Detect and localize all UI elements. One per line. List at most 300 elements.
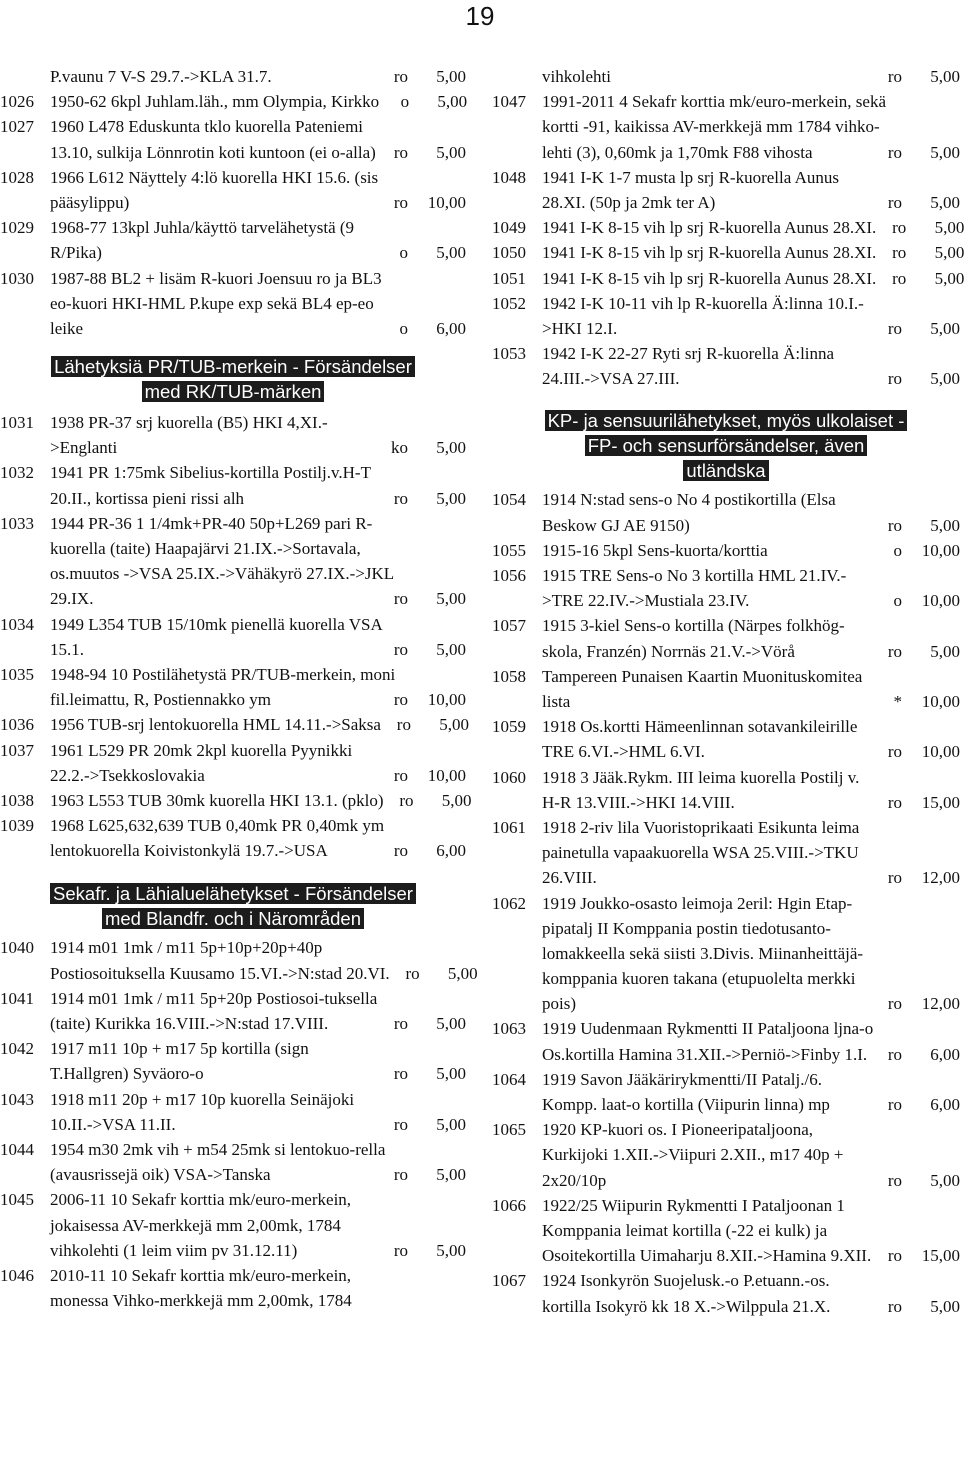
price-amount: 5,00 xyxy=(930,142,960,162)
lot-description xyxy=(542,266,964,291)
price-amount: 6,00 xyxy=(436,841,466,861)
lot-number: 1067 xyxy=(492,1271,526,1291)
lot-line xyxy=(50,586,466,611)
price-amount: 5,00 xyxy=(934,268,964,288)
lot-line xyxy=(542,966,960,991)
section-heading-text: utländska xyxy=(683,460,768,481)
lot-line-text: >HKI 12.I. xyxy=(542,318,618,338)
lot-number: 1039 xyxy=(0,816,34,836)
lot-description xyxy=(50,935,478,985)
lot-line xyxy=(50,612,466,637)
lot-price xyxy=(379,89,467,114)
lot-entry xyxy=(492,563,960,613)
lot-line-text: 1915-16 5kpl Sens-kuorta/korttia xyxy=(542,540,768,560)
price-amount xyxy=(408,1288,466,1313)
condition-code: ro xyxy=(393,639,408,659)
section-heading-text: Sekafr. ja Lähialuelähetykset - Försändelser xyxy=(50,883,416,904)
lot-line xyxy=(50,316,466,341)
lot-number: 1058 xyxy=(492,666,526,686)
lot-number: 1043 xyxy=(0,1089,34,1109)
lot-description xyxy=(50,215,466,265)
lot-number: 1032 xyxy=(0,463,34,483)
lot-line-text: lentokuorella Koivistonkylä 19.7.->USA xyxy=(50,841,328,861)
lot-price xyxy=(378,486,466,511)
lot-line-text: 1941 I-K 8-15 vih lp srj R-kuorella Aunus 28.XI. xyxy=(542,243,877,263)
lot-line-text: 1941 I-K 1-7 musta lp srj R-kuorella Aunus xyxy=(542,167,839,187)
lot-number: 1028 xyxy=(0,167,34,187)
lot-line xyxy=(50,687,466,712)
lot-line xyxy=(50,460,466,485)
lot-number: 1066 xyxy=(492,1195,526,1215)
price-amount: 5,00 xyxy=(934,243,964,263)
lot-line-text: 1914 N:stad sens-o No 4 postikortilla (Elsa xyxy=(542,490,836,510)
lot-price xyxy=(872,190,960,215)
lot-entry xyxy=(0,935,478,985)
lot-price xyxy=(378,763,466,788)
lot-price xyxy=(872,1243,960,1268)
lot-entry xyxy=(492,1117,960,1193)
lot-entry xyxy=(492,487,960,537)
lot-number: 1065 xyxy=(492,1120,526,1140)
lot-description xyxy=(542,664,960,714)
lot-line-text: monessa Vihko-merkkejä mm 2,00mk, 1784 xyxy=(50,1291,352,1311)
lot-line-text: kuorella (taite) Haapajärvi 21.IX.->Sortavala, xyxy=(50,539,361,559)
section-heading-line xyxy=(492,458,960,483)
lot-number: 1041 xyxy=(0,988,34,1008)
lot-number: 1057 xyxy=(492,616,526,636)
condition-code: ro xyxy=(393,589,408,609)
lot-number: 1030 xyxy=(0,268,34,288)
lot-line-text: Komppania leimat kortilla (-22 ei kulk) ja xyxy=(542,1220,828,1240)
section-heading-kp-sensuuri xyxy=(492,408,960,483)
lot-list xyxy=(0,935,478,1313)
lot-line xyxy=(50,190,466,215)
lot-line-text: Kompp. laat-o kortilla (Viipurin linna) mp xyxy=(542,1095,830,1114)
lot-line-text: 1915 3-kiel Sens-o kortilla (Närpes folkhög- xyxy=(542,616,845,636)
lot-line-text: 1963 L553 TUB 30mk kuorella HKI 13.1. (pklo) xyxy=(50,790,384,810)
price-amount: 6,00 xyxy=(436,318,466,338)
condition-code: ro xyxy=(396,715,411,735)
lot-line xyxy=(542,1042,960,1067)
lot-price xyxy=(872,316,960,341)
lot-number: 1056 xyxy=(492,566,526,586)
lot-line-text: 13.10, sulkija Lönnrotin koti kuntoon (ei o-alla) xyxy=(50,142,376,162)
lot-entry xyxy=(492,765,960,815)
section-heading-sekafr xyxy=(0,881,466,931)
lot-number: 1044 xyxy=(0,1139,34,1159)
lot-line xyxy=(50,1137,466,1162)
price-amount: 12,00 xyxy=(921,994,960,1014)
lot-line-text: 1968 L625,632,639 TUB 0,40mk PR 0,40mk ym xyxy=(50,816,385,836)
lot-line xyxy=(50,935,478,960)
lot-line-text: (avausrissejä oik) VSA->Tanska xyxy=(50,1165,271,1185)
lot-list xyxy=(0,64,466,341)
price-amount: 5,00 xyxy=(437,92,468,112)
lot-entry xyxy=(492,714,960,764)
section-heading-line xyxy=(0,354,466,379)
condition-code: ro xyxy=(887,318,902,338)
lot-entry xyxy=(0,712,469,737)
lot-line-text: jokaisessa AV-merkkejä mm 2,00mk, 1784 xyxy=(50,1215,341,1235)
lot-line-text: Kurkijoki 1.XII.->Viipuri 2.XII., m17 40p + xyxy=(542,1145,844,1165)
price-amount: 5,00 xyxy=(934,218,964,238)
lot-entry xyxy=(492,1193,960,1269)
lot-line xyxy=(50,89,467,114)
lot-entry xyxy=(492,215,964,240)
lot-line xyxy=(542,1243,960,1268)
lot-number: 1038 xyxy=(0,790,34,810)
lot-entry xyxy=(492,89,960,165)
section-heading-line xyxy=(492,433,960,458)
lot-price xyxy=(378,435,466,460)
lot-line-text: vihkolehti xyxy=(542,67,611,86)
lot-line-text: lomakkeella sekä siisti 3.Divis. Miinanheittäjä- xyxy=(542,943,864,963)
lot-line-text: 1944 PR-36 1 1/4mk+PR-40 50p+L269 pari R- xyxy=(50,513,373,533)
lot-number xyxy=(0,64,50,89)
condition-code: ro xyxy=(393,1165,408,1185)
lot-description xyxy=(50,662,466,712)
lot-line xyxy=(50,788,472,813)
lot-line-text: skola, Franzén) Norrnäs 21.V.->Vörå xyxy=(542,641,795,661)
lot-description xyxy=(542,165,960,215)
lot-price xyxy=(872,739,960,764)
lot-number: 1031 xyxy=(0,413,34,433)
lot-description xyxy=(50,813,466,863)
lot-entry xyxy=(492,341,960,391)
price-amount: 5,00 xyxy=(436,438,466,458)
lot-description xyxy=(542,1268,960,1318)
lot-price xyxy=(378,637,466,662)
condition-code: ro xyxy=(892,243,907,263)
condition-code: o xyxy=(400,92,410,112)
lot-line-text: Postiosoituksella Kuusamo 15.VI.->N:stad 20.VI. xyxy=(50,963,390,983)
lot-description xyxy=(542,563,960,613)
lot-line xyxy=(50,712,469,737)
lot-price xyxy=(872,64,960,89)
lot-entry xyxy=(0,1036,466,1086)
lot-line-text: H-R 13.VIII.->HKI 14.VIII. xyxy=(542,792,735,812)
lot-entry xyxy=(492,240,964,265)
lot-line xyxy=(542,64,960,89)
lot-line-text: painetulla vapaakuorella WSA 25.VIII.->TKU xyxy=(542,843,859,863)
condition-code: ro xyxy=(887,1095,902,1114)
lot-price xyxy=(378,64,466,89)
lot-line xyxy=(50,961,478,986)
lot-line-text: 1918 m11 20p + m17 10p kuorella Seinäjoki xyxy=(50,1089,355,1109)
condition-code: ro xyxy=(887,142,902,162)
price-amount: 5,00 xyxy=(439,715,469,735)
lot-number: 1060 xyxy=(492,767,526,787)
lot-entry xyxy=(492,891,960,1017)
lot-line-text: 1915 TRE Sens-o No 3 kortilla HML 21.IV.- xyxy=(542,566,847,586)
lot-line xyxy=(542,190,960,215)
lot-list xyxy=(492,64,964,391)
lot-line xyxy=(542,588,960,613)
lot-price xyxy=(872,991,960,1016)
lot-line-text: 1966 L612 Näyttely 4:lö kuorella HKI 15.6. (sis xyxy=(50,167,379,187)
lot-line xyxy=(50,215,466,240)
lot-description xyxy=(50,612,466,662)
lot-price xyxy=(872,140,960,165)
lot-line xyxy=(50,266,466,291)
lot-line xyxy=(50,738,466,763)
condition-code: ro xyxy=(393,192,408,212)
condition-code: ro xyxy=(887,1246,902,1266)
price-amount: 5,00 xyxy=(930,67,960,86)
lot-description xyxy=(542,815,960,891)
lot-line xyxy=(542,563,960,588)
lot-price xyxy=(876,215,964,240)
section-heading-line xyxy=(0,906,466,931)
lot-line-text: 1918 3 Jääk.Rykm. III leima kuorella Postilj v. xyxy=(542,767,860,787)
price-amount: 5,00 xyxy=(436,1165,466,1185)
lot-number: 1035 xyxy=(0,664,34,684)
price-amount: 5,00 xyxy=(441,790,472,810)
lot-entry xyxy=(492,266,964,291)
lot-price xyxy=(872,1042,960,1067)
condition-code: o xyxy=(893,591,902,611)
lot-line-text: lista xyxy=(542,692,571,711)
lot-entry xyxy=(0,266,466,342)
lot-line-text: 1948-94 10 Postilähetystä PR/TUB-merkein, moni xyxy=(50,664,396,684)
section-heading-text: FP- och sensurförsändelser, även xyxy=(585,435,868,456)
lot-line-text: 1950-62 6kpl Juhlam.läh., mm Olympia, Kirkko xyxy=(50,92,380,112)
lot-line xyxy=(542,487,960,512)
lot-line-text: 28.XI. (50p ja 2mk ter A) xyxy=(542,192,716,212)
lot-description xyxy=(50,266,466,342)
lot-line xyxy=(542,1268,960,1293)
condition-code xyxy=(378,1288,408,1313)
lot-entry xyxy=(0,612,466,662)
lot-line-text: TRE 6.VI.->HML 6.VI. xyxy=(542,742,705,762)
lot-entry xyxy=(0,460,466,510)
lot-description xyxy=(50,410,466,460)
condition-code: ro xyxy=(887,1044,902,1064)
lot-description xyxy=(50,460,466,510)
lot-line-text: Os.kortilla Hamina 31.XII.->Perniö->Finby 1.I. xyxy=(542,1044,868,1064)
lot-line xyxy=(50,1087,466,1112)
lot-description xyxy=(50,511,466,612)
lot-number: 1052 xyxy=(492,293,526,313)
lot-description xyxy=(50,89,467,114)
lot-line xyxy=(542,613,960,638)
lot-line-text: 1968-77 13kpl Juhla/käyttö tarvelähetystä (9 xyxy=(50,218,355,238)
lot-price xyxy=(378,1061,466,1086)
lot-line xyxy=(50,1288,466,1313)
lot-number: 1026 xyxy=(0,92,34,112)
condition-code: ro xyxy=(393,1064,408,1084)
lot-line xyxy=(50,140,466,165)
lot-line-text: 10.II.->VSA 11.II. xyxy=(50,1114,176,1134)
lot-number: 1034 xyxy=(0,614,34,634)
section-heading-text: Lähetyksiä PR/TUB-merkein - Försändelser xyxy=(51,356,415,377)
lot-line-text: 1941 I-K 8-15 vih lp srj R-kuorella Aunus 28.XI. xyxy=(542,218,877,238)
lot-line xyxy=(50,114,466,139)
lot-line xyxy=(50,435,466,460)
lot-entry xyxy=(0,511,466,612)
lot-number: 1054 xyxy=(492,490,526,510)
lot-entry xyxy=(0,410,466,460)
lot-price xyxy=(378,140,466,165)
lot-entry xyxy=(492,538,960,563)
lot-line-text: kortti -91, kaikissa AV-merkkejä mm 1784 vihko- xyxy=(542,117,880,137)
lot-line xyxy=(542,1092,960,1117)
lot-entry xyxy=(492,664,960,714)
lot-line xyxy=(542,1218,960,1243)
condition-code: ro xyxy=(405,963,420,983)
lot-description xyxy=(542,538,960,563)
lot-number: 1062 xyxy=(492,893,526,913)
lot-line-text: (taite) Kurikka 16.VIII.->N:stad 17.VIII. xyxy=(50,1014,329,1034)
lot-entry xyxy=(0,662,466,712)
lot-line-text: >Englanti xyxy=(50,438,118,458)
lot-line-text: Beskow GJ AE 9150) xyxy=(542,515,690,535)
lot-line-text: 1942 I-K 10-11 vih lp R-kuorella Ä:linna 10.I.- xyxy=(542,293,864,313)
page-number: 19 xyxy=(465,1,495,31)
lot-line-text: 1954 m30 2mk vih + m54 25mk si lentokuo-rella xyxy=(50,1139,386,1159)
lot-entry xyxy=(0,64,466,89)
lot-line xyxy=(50,410,466,435)
lot-entry xyxy=(0,1137,466,1187)
lot-price xyxy=(872,513,960,538)
lot-line-text: lehti (3), 0,60mk ja 1,70mk F88 vihosta xyxy=(542,142,813,162)
lot-line xyxy=(542,815,960,840)
lot-description xyxy=(542,613,960,663)
price-amount: 15,00 xyxy=(921,792,960,812)
lot-line xyxy=(50,536,466,561)
lot-number: 1029 xyxy=(0,218,34,238)
lot-description xyxy=(50,1036,466,1086)
lot-price xyxy=(378,687,466,712)
lot-number: 1063 xyxy=(492,1019,526,1039)
lot-line xyxy=(542,513,960,538)
price-amount: 5,00 xyxy=(930,192,960,212)
lot-line xyxy=(542,840,960,865)
lot-entry xyxy=(492,613,960,663)
lot-line xyxy=(542,538,960,563)
lot-number: 1042 xyxy=(0,1039,34,1059)
lot-price xyxy=(872,689,960,714)
lot-line-text: 1938 PR-37 srj kuorella (B5) HKI 4,XI.- xyxy=(50,413,328,433)
lot-price xyxy=(378,190,466,215)
lot-list xyxy=(0,410,472,863)
lot-price xyxy=(876,266,964,291)
price-amount: 5,00 xyxy=(930,369,960,389)
lot-description xyxy=(542,1016,960,1066)
lot-price xyxy=(378,1288,466,1313)
lot-line xyxy=(542,1142,960,1167)
price-amount: 5,00 xyxy=(447,963,478,983)
condition-code: ro xyxy=(887,67,902,86)
lot-description xyxy=(542,215,964,240)
lot-entry xyxy=(0,986,466,1036)
price-amount: 5,00 xyxy=(930,318,960,338)
lot-line-text: >TRE 22.IV.->Mustiala 23.IV. xyxy=(542,591,750,611)
lot-number: 1049 xyxy=(492,218,526,238)
lot-price xyxy=(381,712,469,737)
lot-line-text: pois) xyxy=(542,994,576,1014)
price-amount: 6,00 xyxy=(930,1044,960,1064)
price-amount: 10,00 xyxy=(921,742,960,762)
lot-description xyxy=(50,114,466,164)
lot-line xyxy=(542,891,960,916)
lot-price xyxy=(872,538,960,563)
condition-code: ro xyxy=(887,641,902,661)
lot-line-text: 2010-11 10 Sekafr korttia mk/euro-merkein, xyxy=(50,1265,352,1285)
lot-number: 1040 xyxy=(0,938,34,958)
section-heading-pr-tub xyxy=(0,354,466,404)
lot-number: 1033 xyxy=(0,513,34,533)
lot-list xyxy=(492,487,960,1318)
section-heading-line xyxy=(0,881,466,906)
lot-description xyxy=(50,712,469,737)
condition-code: ro xyxy=(887,1296,902,1316)
lot-description xyxy=(542,714,960,764)
lot-line xyxy=(542,991,960,1016)
lot-entry xyxy=(492,815,960,891)
lot-line xyxy=(542,639,960,664)
condition-code: ro xyxy=(393,1114,408,1134)
lot-line-text: 1919 Savon Jääkärirykmentti/II Patalj./6. xyxy=(542,1069,822,1089)
lot-line xyxy=(542,765,960,790)
lot-line xyxy=(50,986,466,1011)
lot-line xyxy=(50,838,466,863)
lot-line-text: 1918 2-riv lila Vuoristoprikaati Esikunta leima xyxy=(542,817,860,837)
left-column xyxy=(0,64,478,1313)
lot-description xyxy=(542,240,964,265)
condition-code: ro xyxy=(892,218,907,238)
lot-line xyxy=(50,240,466,265)
price-amount: 10,00 xyxy=(427,192,466,212)
lot-description xyxy=(542,891,960,1017)
lot-entry xyxy=(492,291,960,341)
condition-code: ro xyxy=(887,868,902,888)
lot-line xyxy=(542,1168,960,1193)
condition-code: o xyxy=(399,243,408,263)
lot-line-text: R/Pika) xyxy=(50,243,102,263)
lot-line xyxy=(542,316,960,341)
lot-line xyxy=(542,1294,960,1319)
section-heading-line xyxy=(492,408,960,433)
condition-code: ro xyxy=(887,742,902,762)
lot-price xyxy=(876,240,964,265)
lot-entry xyxy=(492,1016,960,1066)
lot-line xyxy=(50,486,466,511)
lot-line-text: 1961 L529 PR 20mk 2kpl kuorella Pyynikki xyxy=(50,740,353,760)
lot-line-text: 1991-2011 4 Sekafr korttia mk/euro-merkein, sekä xyxy=(542,92,886,112)
lot-description xyxy=(50,1263,466,1313)
lot-number: 1045 xyxy=(0,1190,34,1210)
lot-line-text: 1941 PR 1:75mk Sibelius-kortilla Postilj.v.H-T xyxy=(50,463,371,483)
lot-price xyxy=(378,240,466,265)
lot-line-text: 1956 TUB-srj lentokuorella HML 14.11.->Saksa xyxy=(50,715,381,735)
price-amount: 5,00 xyxy=(436,1114,466,1134)
price-amount: 15,00 xyxy=(921,1246,960,1266)
lot-number: 1046 xyxy=(0,1265,34,1285)
lot-line-text: 1941 I-K 8-15 vih lp srj R-kuorella Aunus 28.XI. xyxy=(542,268,877,288)
condition-code: ro xyxy=(393,488,408,508)
lot-line-text: 1917 m11 10p + m17 5p kortilla (sign xyxy=(50,1039,309,1059)
lot-line-text: 2x20/10p xyxy=(542,1170,607,1190)
lot-line-text: 1960 L478 Eduskunta tklo kuorella Pateniemi xyxy=(50,117,364,137)
lot-line-text: Osoitekortilla Uimaharju 8.XII.->Hamina 9.XII. xyxy=(542,1246,872,1266)
condition-code: o xyxy=(893,540,902,560)
lot-line xyxy=(50,763,466,788)
lot-description xyxy=(542,341,960,391)
lot-line xyxy=(542,916,960,941)
lot-description xyxy=(50,1187,466,1263)
lot-line xyxy=(542,941,960,966)
